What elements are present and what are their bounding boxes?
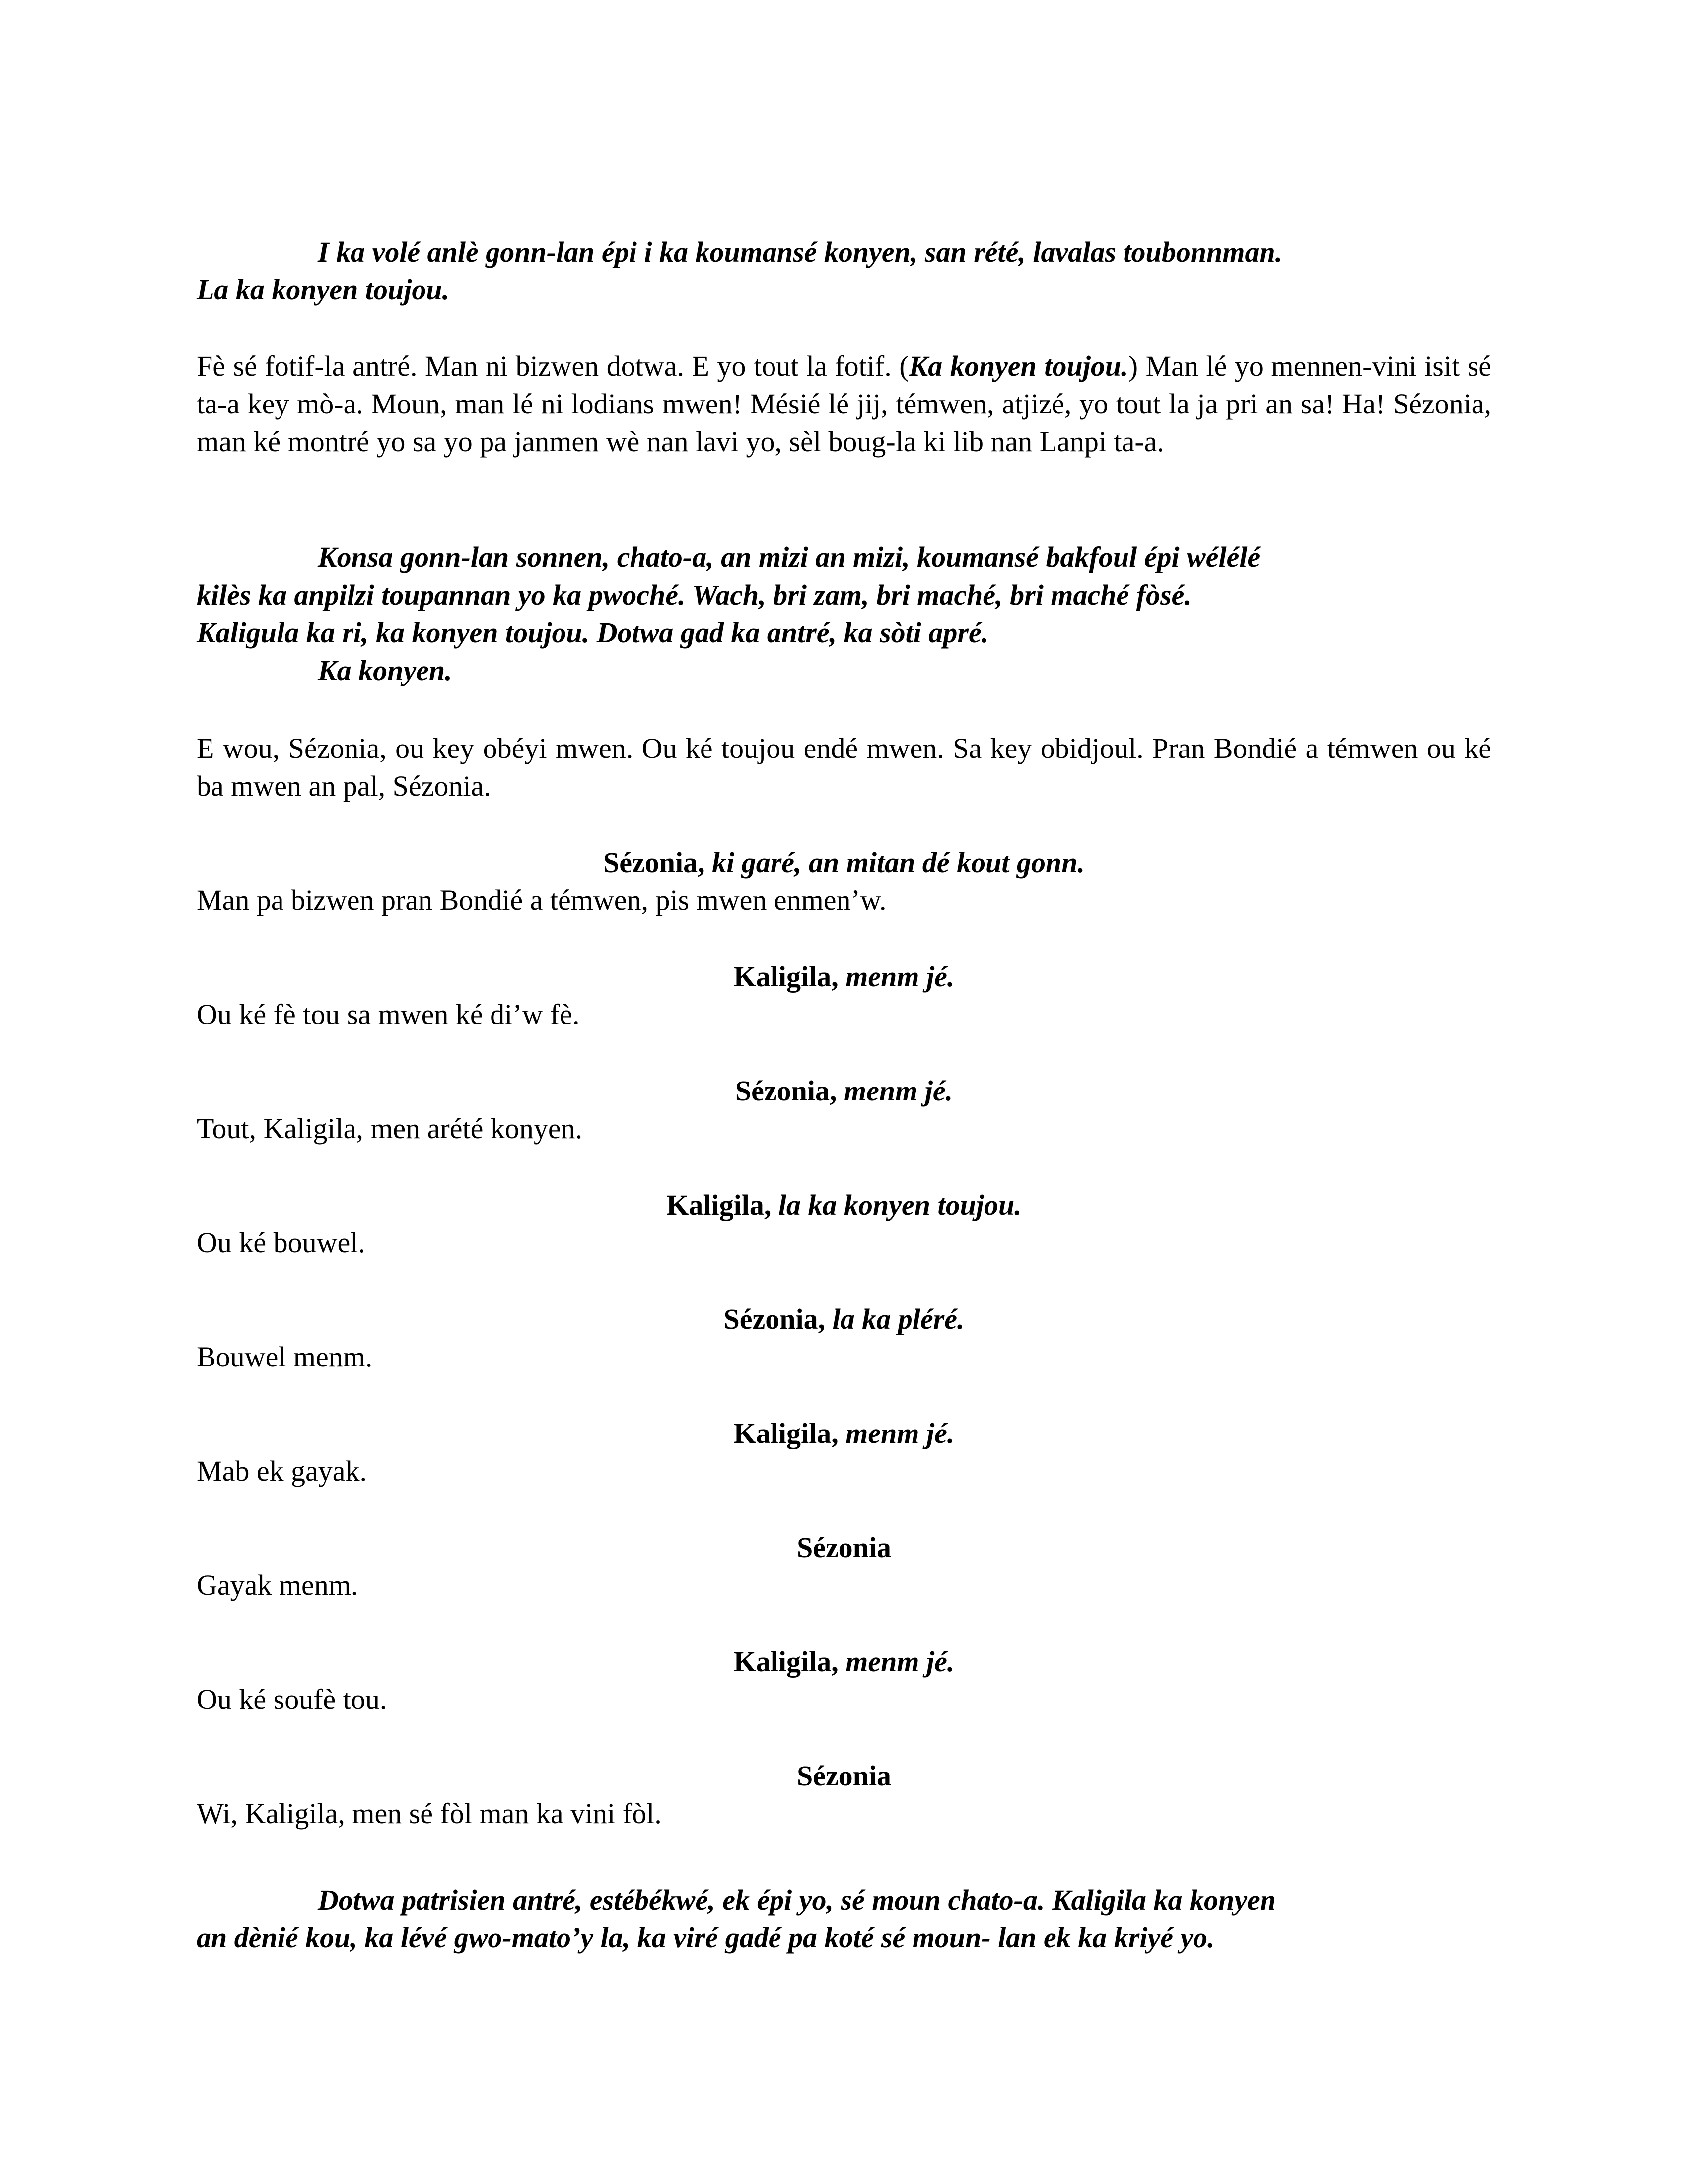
dialogue-paragraph xyxy=(197,347,1491,461)
speaker-heading xyxy=(197,1186,1491,1224)
speaker-direction: la ka konyen toujou. xyxy=(778,1189,1022,1221)
speaker-name: Kaligila, xyxy=(666,1189,772,1221)
dialogue-line: Wi, Kaligila, men sé fòl man ka vini fòl. xyxy=(197,1797,662,1830)
stage-direction xyxy=(197,233,1491,309)
dialogue-line: Ou ké fè tou sa mwen ké di’w fè. xyxy=(197,998,580,1030)
speaker-heading xyxy=(197,1072,1491,1110)
dialogue-line: Ou ké soufè tou. xyxy=(197,1683,387,1715)
stage-direction xyxy=(197,1881,1491,1957)
stage-direction-line: kilès ka anpilzi toupannan yo ka pwoché. Wach, bri zam, bri maché, bri maché fòsé. xyxy=(197,579,1192,611)
stage-direction-line: Dotwa patrisien antré, estébékwé, ek épi yo, sé moun chato-a. Kaligila ka konyen xyxy=(318,1884,1276,1916)
dialogue-text: ) Man lé yo mennen-vini isit sé ta-a key mò-a. Moun, man lé ni lodians mwen! Mésié lé jij, témwen, atjizé, yo tout la ja pri an sa! Ha! Sézonia, man ké montré yo sa yo pa janmen wè nan lavi yo, sèl boug-la ki lib nan Lanpi ta-a. xyxy=(197,350,1492,458)
speaker-name: Sézonia, xyxy=(603,846,705,879)
dialogue-line: Bouwel menm. xyxy=(197,1341,373,1373)
speaker-heading xyxy=(197,958,1491,996)
stage-direction-line: an dènié kou, ka lévé gwo-mato’y la, ka viré gadé pa koté sé moun- lan ek ka kriyé yo. xyxy=(197,1921,1215,1954)
speaker-name: Sézonia, xyxy=(735,1075,837,1107)
stage-direction-line: Kaligula ka ri, ka konyen toujou. Dotwa gad ka antré, ka sòti apré. xyxy=(197,616,989,649)
speaker-name: Sézonia, xyxy=(723,1303,826,1335)
speaker-heading xyxy=(197,1757,1491,1795)
speaker-direction: menm jé. xyxy=(845,1645,955,1678)
inline-stage-direction: Ka konyen toujou. xyxy=(909,350,1128,382)
dialogue-line: Tout, Kaligila, men arété konyen. xyxy=(197,1112,583,1145)
stage-direction-line: Ka konyen. xyxy=(318,654,452,686)
dialogue-line: Ou ké bouwel. xyxy=(197,1227,365,1259)
speaker-direction: menm jé. xyxy=(845,1417,955,1449)
stage-direction-line: I ka volé anlè gonn-lan épi i ka koumansé konyen, san rété, lavalas toubonnman. xyxy=(318,236,1283,268)
speaker-heading xyxy=(197,1300,1491,1338)
speaker-direction: la ka pléré. xyxy=(832,1303,965,1335)
speaker-heading xyxy=(197,844,1491,882)
speaker-direction: menm jé. xyxy=(844,1075,953,1107)
speaker-heading xyxy=(197,1643,1491,1681)
speaker-heading xyxy=(197,1529,1491,1567)
speaker-name: Sézonia xyxy=(796,1531,892,1564)
speaker-name: Kaligila, xyxy=(733,1417,839,1449)
dialogue-text: Fè sé fotif-la antré. Man ni bizwen dotwa. E yo tout la fotif. ( xyxy=(197,350,909,382)
speaker-name: Sézonia xyxy=(796,1760,892,1792)
speaker-direction: ki garé, an mitan dé kout gonn. xyxy=(712,846,1085,879)
speaker-heading xyxy=(197,1415,1491,1452)
stage-direction xyxy=(197,539,1491,689)
speaker-name: Kaligila, xyxy=(733,1645,839,1678)
dialogue-line: Gayak menm. xyxy=(197,1569,358,1601)
dialogue-paragraph: E wou, Sézonia, ou key obéyi mwen. Ou ké toujou endé mwen. Sa key obidjoul. Pran Bondié a témwen ou ké ba mwen an pal, Sézonia. xyxy=(197,732,1491,802)
speaker-direction: menm jé. xyxy=(845,960,955,993)
dialogue-line: Mab ek gayak. xyxy=(197,1455,367,1487)
stage-direction-line: Konsa gonn-lan sonnen, chato-a, an mizi an mizi, koumansé bakfoul épi wélélé xyxy=(318,541,1261,573)
dialogue-line: Man pa bizwen pran Bondié a témwen, pis mwen enmen’w. xyxy=(197,884,887,916)
speaker-name: Kaligila, xyxy=(733,960,839,993)
stage-direction-line: La ka konyen toujou. xyxy=(197,273,450,306)
